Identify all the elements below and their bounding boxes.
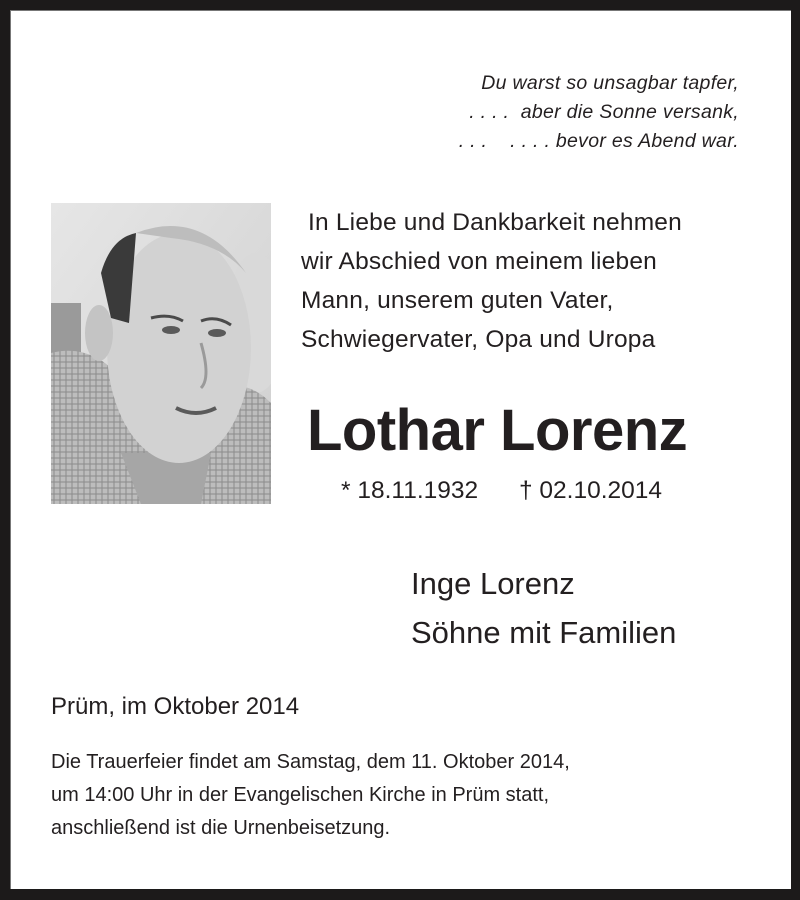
deceased-name: Lothar Lorenz	[307, 398, 688, 463]
obituary-notice	[10, 10, 791, 889]
intro-line: In Liebe und Dankbarkeit nehmen	[301, 209, 682, 236]
intro-line: Mann, unserem guten Vater,	[301, 287, 614, 314]
place-and-date: Prüm, im Oktober 2014	[51, 693, 300, 720]
service-line: Die Trauerfeier findet am Samstag, dem 11. Oktober 2014,	[51, 751, 570, 773]
service-line: um 14:00 Uhr in der Evangelischen Kirche in Prüm statt,	[51, 784, 550, 806]
funeral-service-info	[51, 746, 570, 845]
life-dates	[341, 473, 662, 509]
service-line: anschließend ist die Urnenbeisetzung.	[51, 817, 391, 839]
mourner: Inge Lorenz	[411, 566, 575, 601]
intro-line: wir Abschied von meinem lieben	[301, 248, 657, 275]
farewell-text	[301, 203, 682, 359]
poem-line: Du warst so unsagbar tapfer,	[481, 72, 739, 94]
death-date: † 02.10.2014	[519, 477, 663, 504]
intro-line: Schwiegervater, Opa und Uropa	[301, 326, 656, 353]
poem-line: . . . . . . . bevor es Abend war.	[458, 130, 739, 152]
birth-date: * 18.11.1932	[341, 477, 479, 504]
memorial-poem	[459, 69, 739, 156]
poem-line: . . . . aber die Sonne versank,	[469, 101, 739, 123]
portrait-photo	[51, 203, 271, 504]
mourner: Söhne mit Familien	[411, 615, 677, 650]
mourners-list	[411, 559, 676, 657]
